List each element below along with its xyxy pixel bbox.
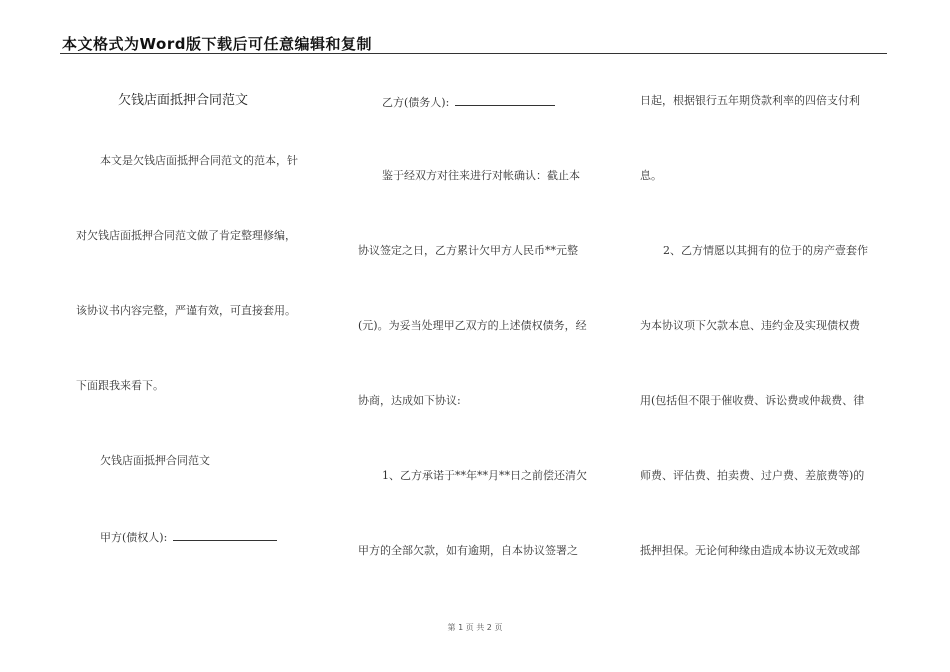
col2-line-1: 鉴于经双方对往来进行对帐确认：截止本 <box>382 169 580 182</box>
col3-line-7: 抵押担保。无论何种缘由造成本协议无效或部 <box>640 544 860 557</box>
header-divider <box>60 53 887 54</box>
col2-line-6: 甲方的全部欠款，如有逾期，自本协议签署之 <box>358 544 578 557</box>
party-a-line <box>100 529 277 545</box>
col2-line-2: 协议签定之日，乙方累计欠甲方人民币**元整 <box>358 244 578 257</box>
intro-line-4: 下面跟我来看下。 <box>76 379 164 392</box>
col3-line-3: 2、乙方情愿以其拥有的位于的房产壹套作 <box>663 244 868 257</box>
intro-line-1: 本文是欠钱店面抵押合同范文的范本，针 <box>100 154 298 167</box>
contract-title: 欠钱店面抵押合同范文 <box>118 93 249 108</box>
col3-line-6: 师费、评估费、拍卖费、过户费、差旅费等)的 <box>640 469 865 482</box>
document-header-title: 本文格式为Word版下载后可任意编辑和复制 <box>62 35 372 53</box>
party-a-label: 甲方(债权人): <box>100 531 168 544</box>
col2-line-5: 1、乙方承诺于**年**月**日之前偿还清欠 <box>382 469 587 482</box>
col2-line-4: 协商，达成如下协议: <box>358 394 461 407</box>
col3-line-1: 日起，根据银行五年期贷款利率的四倍支付利 <box>640 94 860 107</box>
party-b-blank <box>455 94 555 106</box>
col3-line-2: 息。 <box>640 169 662 182</box>
col3-line-5: 用(包括但不限于催收费、诉讼费或仲裁费、律 <box>640 394 865 407</box>
contract-subtitle: 欠钱店面抵押合同范文 <box>100 454 210 467</box>
col3-line-4: 为本协议项下欠款本息、违约金及实现债权费 <box>640 319 860 332</box>
intro-line-2: 对欠钱店面抵押合同范文做了肯定整理修编， <box>76 229 296 242</box>
party-b-line <box>382 94 555 110</box>
party-a-blank <box>173 529 277 541</box>
party-b-label: 乙方(债务人): <box>382 96 450 109</box>
intro-line-3: 该协议书内容完整，严谨有效，可直接套用。 <box>76 304 296 317</box>
page-footer: 第 1 页 共 2 页 <box>447 623 503 632</box>
col2-line-3: (元)。为妥当处理甲乙双方的上述债权债务，经 <box>358 319 587 332</box>
